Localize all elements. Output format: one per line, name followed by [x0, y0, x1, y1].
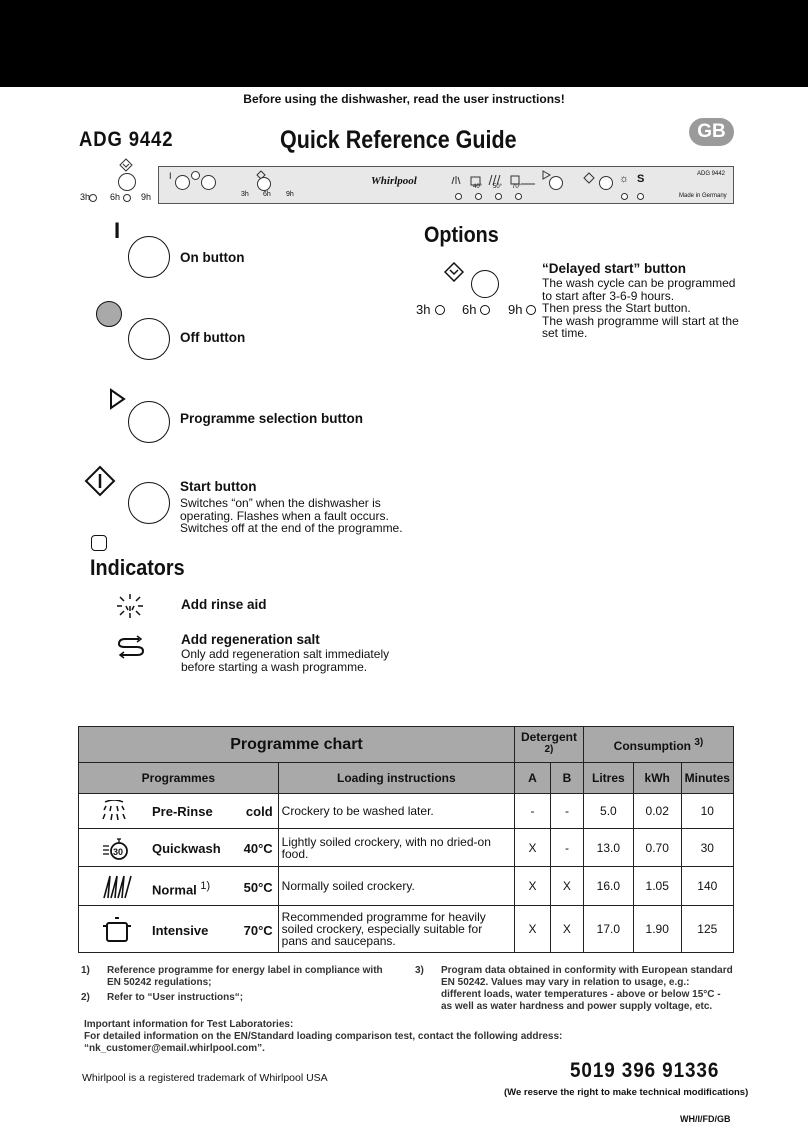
footnote-line: different loads, water temperatures - above or below 15°C - [441, 989, 721, 1000]
delay-button-illustration [471, 270, 499, 298]
on-button-illustration [128, 236, 170, 278]
programme-temp: 40°C [243, 840, 273, 856]
consumption-text: Consumption [613, 738, 691, 753]
start-button-label: Start button [180, 479, 257, 494]
panel-3h-label: 3h [241, 191, 249, 198]
programme-button-illustration [128, 401, 170, 443]
litres-cell: 17.0 [583, 906, 633, 953]
panel-made-in: Made in Germany [679, 193, 727, 199]
programme-sup: 1) [200, 880, 211, 892]
programme-temp: 50°C [243, 880, 273, 895]
panel-led-1 [455, 193, 462, 200]
footnote-3-mark: 3) [415, 965, 424, 976]
detergent-b-cell: X [550, 906, 583, 953]
programme-name: Quickwash [152, 840, 221, 856]
detergent-text: Detergent [520, 729, 577, 744]
programme-temp: 70°C [243, 923, 273, 938]
panel-on-button [175, 175, 190, 190]
panel-led-3 [495, 193, 502, 200]
start-desc-line: Switches “on” when the dishwasher is [180, 496, 381, 510]
start-button-illustration [128, 482, 170, 524]
programme-cell [79, 829, 279, 867]
detergent-a-cell: X [515, 906, 551, 953]
off-button-label: Off button [180, 330, 246, 345]
minutes-cell: 140 [681, 867, 733, 906]
programme-cell [79, 906, 279, 953]
pre-rinse-icon [100, 800, 128, 822]
kwh-cell: 0.02 [633, 794, 681, 829]
page-title: Quick Reference Guide [280, 126, 517, 154]
footnote-line: Program data obtained in conformity with European standard [441, 965, 733, 976]
lab-info-line: Important information for Test Laboratories: [84, 1019, 294, 1030]
delayed-start-desc [542, 277, 739, 340]
minutes-cell: 10 [681, 794, 733, 829]
delayed-desc-line: The wash programme will start at the [542, 313, 739, 328]
option-3h-led-icon [435, 305, 445, 315]
panel-delay-6h: 6h [110, 192, 121, 202]
off-button-illustration [128, 318, 170, 360]
lab-info-line: For detailed information on the EN/Standard loading comparison test, contact the following address: [84, 1031, 563, 1042]
col-loading: Loading instructions [278, 763, 514, 794]
table-row [79, 794, 734, 829]
panel-9h-label: 9h [286, 191, 294, 198]
quickwash-icon-text: 30 [113, 846, 124, 857]
usage-notice: Before using the dishwasher, read the user instructions! [243, 92, 565, 106]
salt-desc-line: before starting a wash programme. [181, 659, 368, 674]
consumption-header [583, 727, 733, 763]
panel-rinse-led [621, 193, 628, 200]
doc-reference: WH/I/FD/GB [680, 1114, 731, 1124]
detergent-header [515, 727, 584, 763]
detergent-b-cell: - [550, 829, 583, 867]
option-6h-led-icon [480, 305, 490, 315]
on-button-label: On button [180, 250, 245, 265]
litres-cell: 5.0 [583, 794, 633, 829]
lab-info [84, 1019, 562, 1055]
start-desc-line: Switches off at the end of the programme. [180, 521, 403, 535]
footnote-2-mark: 2) [81, 992, 90, 1003]
salt-desc [181, 648, 389, 673]
consumption-sup: 3) [694, 736, 704, 748]
detergent-b-cell: - [550, 794, 583, 829]
panel-model: ADG 9442 [697, 171, 726, 177]
option-6h-label: 6h [462, 302, 477, 317]
panel-temp-40: 40° [473, 184, 483, 190]
on-glyph: I [114, 218, 121, 243]
panel-led-4 [515, 193, 522, 200]
kwh-cell: 1.05 [633, 867, 681, 906]
footnote-1-mark: 1) [81, 965, 90, 976]
kwh-cell: 1.90 [633, 906, 681, 953]
footnote-line: EN 50242. Values may vary in relation to usage, e.g.: [441, 977, 690, 988]
document-code: 5019 396 91336 [570, 1059, 720, 1082]
footnote-line: EN 50242 regulations; [107, 977, 212, 988]
chart-title: Programme chart [79, 727, 515, 763]
col-kwh: kWh [633, 763, 681, 794]
intensive-pot-icon [102, 916, 132, 944]
led-3h-icon [89, 194, 97, 202]
led-6h-icon [123, 194, 131, 202]
salt-desc-line: Only add regeneration salt immediately [181, 647, 390, 661]
col-b: B [550, 763, 583, 794]
table-row [79, 829, 734, 867]
panel-delay-9h: 9h [141, 192, 152, 202]
panel-led-2 [475, 193, 482, 200]
control-panel-illustration [158, 166, 734, 204]
detergent-a-cell: - [515, 794, 551, 829]
panel-delay-button [118, 173, 136, 191]
panel-delay-btn [257, 177, 271, 191]
programme-temp: cold [245, 804, 273, 819]
panel-6h-label: 6h [263, 191, 271, 198]
play-icon [109, 388, 127, 410]
delay-diamond-icon [444, 262, 464, 282]
panel-delay-3h: 3h [80, 192, 91, 202]
panel-programme-button [549, 176, 563, 190]
litres-cell: 13.0 [583, 829, 633, 867]
programme-button-label: Programme selection button [180, 411, 364, 426]
panel-off-button [201, 175, 216, 190]
panel-rinse-icon: ☼ [619, 173, 630, 185]
loading-cell: Lightly soiled crockery, with no dried-on food. [278, 829, 514, 867]
option-9h-led-icon [526, 305, 536, 315]
panel-off-led [191, 171, 200, 180]
model-number: ADG 9442 [79, 128, 174, 151]
programme-name: Pre-Rinse [152, 804, 213, 819]
option-3h-label: 3h [416, 302, 431, 317]
off-indicator-icon [96, 301, 122, 327]
square-indicator-icon [91, 535, 107, 551]
panel-salt-icon: S [637, 173, 645, 185]
detergent-a-cell: X [515, 829, 551, 867]
kwh-cell: 0.70 [633, 829, 681, 867]
start-desc-line: operating. Flashes when a fault occurs. [180, 508, 389, 523]
panel-on-glyph: I [169, 171, 172, 181]
footnote-3 [441, 965, 733, 1013]
chart-title-row [79, 727, 734, 763]
footnote-1 [107, 965, 383, 989]
start-diamond-icon [84, 465, 116, 497]
panel-start-icon [583, 172, 595, 184]
rinse-aid-label: Add rinse aid [181, 597, 267, 612]
salt-label: Add regeneration salt [181, 632, 320, 647]
delayed-start-title: “Delayed start” button [542, 261, 687, 276]
programme-cell [79, 867, 279, 906]
loading-cell: Normally soiled crockery. [278, 867, 514, 906]
col-litres: Litres [583, 763, 633, 794]
lab-email-link[interactable]: “nk_customer@email.whirlpool.com”. [84, 1043, 265, 1054]
panel-temp-50: 50° [493, 184, 503, 190]
table-row [79, 906, 734, 953]
quickwash-icon [102, 836, 132, 862]
col-a: A [515, 763, 551, 794]
minutes-cell: 30 [681, 829, 733, 867]
panel-temp-70: 70° [512, 184, 522, 190]
footnote-2: Refer to “User instructions“; [107, 992, 244, 1003]
minutes-cell: 125 [681, 906, 733, 953]
detergent-sup: 2) [544, 743, 554, 755]
start-button-desc [180, 497, 403, 535]
col-minutes: Minutes [681, 763, 733, 794]
reserve-note: (We reserve the right to make technical modifications) [504, 1087, 749, 1098]
footnote-line: as well as water hardness and power supply voltage, etc. [441, 1001, 713, 1012]
panel-brand-logo: Whirlpool [371, 175, 417, 187]
programme-name [152, 880, 210, 897]
option-9h-label: 9h [508, 302, 523, 317]
loading-cell: Recommended programme for heavily soiled crockery, especially suitable for pans and saucepans. [278, 906, 514, 953]
chart-header-row [79, 763, 734, 794]
footnote-line: Reference programme for energy label in compliance with [107, 965, 383, 976]
panel-delay-diamond-icon [119, 158, 133, 172]
delayed-desc-line: The wash cycle can be programmed [542, 276, 736, 290]
delayed-desc-line: set time. [542, 326, 588, 340]
detergent-a-cell: X [515, 867, 551, 906]
programme-name: Intensive [152, 923, 209, 938]
panel-start-button [599, 176, 613, 190]
programme-name-text: Normal [152, 882, 197, 898]
litres-cell: 16.0 [583, 867, 633, 906]
loading-cell: Crockery to be washed later. [278, 794, 514, 829]
top-black-bar [0, 0, 808, 87]
programme-cell [79, 794, 279, 829]
rinse-aid-icon [114, 592, 146, 620]
options-heading: Options [424, 222, 499, 247]
language-badge: GB [689, 118, 734, 146]
detergent-b-cell: X [550, 867, 583, 906]
table-row [79, 867, 734, 906]
delayed-desc-line: Then press the Start button. [542, 301, 691, 315]
indicators-heading: Indicators [90, 555, 185, 580]
col-programmes: Programmes [79, 763, 279, 794]
normal-wash-icon [102, 874, 132, 900]
salt-icon [115, 634, 147, 660]
programme-chart-table [78, 726, 734, 953]
panel-salt-led [637, 193, 644, 200]
trademark-note: Whirlpool is a registered trademark of Whirlpool USA [82, 1072, 328, 1084]
delayed-desc-line: to start after 3-6-9 hours. [542, 288, 675, 303]
